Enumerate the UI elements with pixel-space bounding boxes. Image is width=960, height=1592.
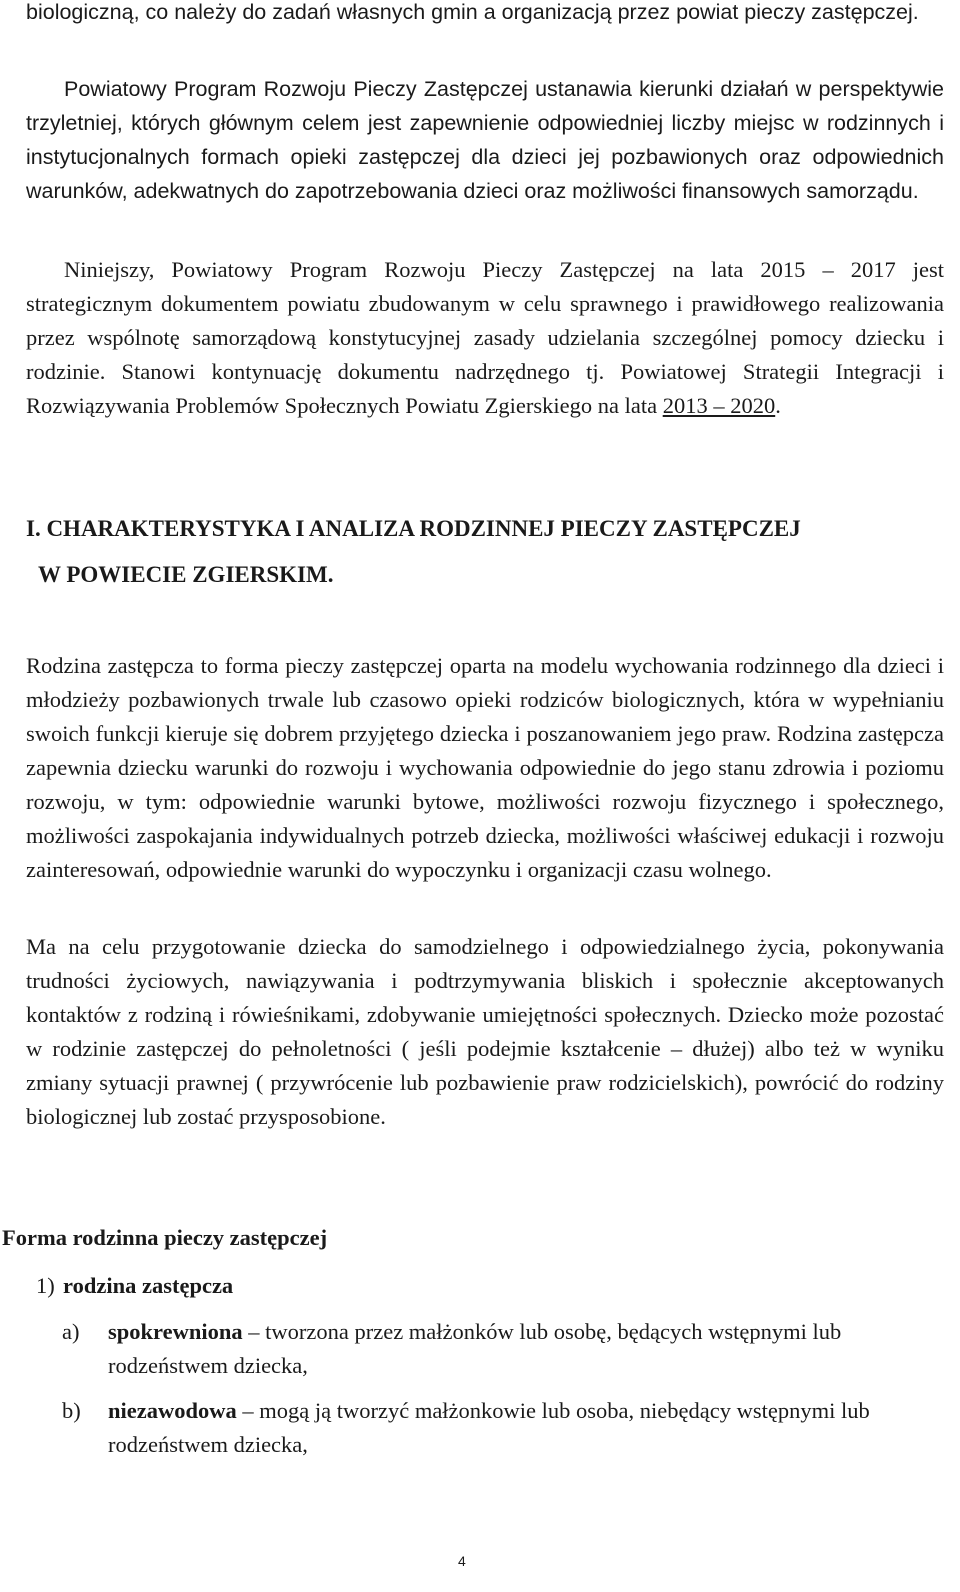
list-item-1-label: rodzina zastępcza bbox=[63, 1273, 234, 1298]
list-item-a bbox=[108, 1315, 944, 1383]
paragraph-program-strategy bbox=[26, 253, 944, 423]
list-item-1-number: 1) bbox=[36, 1273, 55, 1298]
page-number: 4 bbox=[458, 1553, 466, 1569]
list-item-a-text: – tworzona przez małżonków lub osobę, będących wstępnymi lub rodzeństwem dziecka, bbox=[108, 1319, 842, 1378]
list-item-b-term: niezawodowa bbox=[108, 1398, 237, 1423]
forma-heading: Forma rodzinna pieczy zastępczej bbox=[2, 1225, 328, 1250]
section-heading-line2: W POWIECIE ZGIERSKIM. bbox=[38, 562, 334, 587]
list-item-b-letter: b) bbox=[62, 1398, 81, 1423]
paragraph-rodzina-definition: Rodzina zastępcza to forma pieczy zastępczej oparta na modelu wychowania rodzinnego dla dzieci i młodzieży pozbawionych trwale lub czasowo opieki rodziców biologicznych, która w wypełnianiu swoich funkcji kieruje się dobrem przyjętego dziecka i poszanowaniem jego praw. Rodzina zastępcza zapewnia dziecku warunki do rozwoju i wychowania odpowiednie do jego stanu zdrowia i poziomu rozwoju, w tym: odpowiednie warunki bytowe, możliwości rozwoju fizycznego i społecznego, możliwości zaspokajania indywidualnych potrzeb dziecka, możliwości właściwej edukacji i rozwoju zainteresowań, odpowiednie warunki do wypoczynku i organizacji czasu wolnego. bbox=[26, 653, 944, 882]
paragraph-continuation: biologiczną, co należy do zadań własnych gmin a organizacją przez powiat pieczy zastępczej. bbox=[26, 0, 919, 24]
strategy-end: . bbox=[775, 393, 781, 418]
strategy-years: 2013 – 2020 bbox=[662, 393, 776, 418]
strategy-text: Niniejszy, Powiatowy Program Rozwoju Pieczy Zastępczej na lata 2015 – 2017 jest strategicznym dokumentem powiatu zbudowanym w celu sprawnego i prawidłowego realizowania przez wspólnotę samorządową konstytucyjnej zasady udzielania szczególnej pomocy dziecku i rodzinie. Stanowi kontynuację dokumentu nadrzędnego tj. Powiatowej Strategii Integracji i Rozwiązywania Problemów Społecznych Powiatu Zgierskiego na lata bbox=[26, 257, 944, 418]
list-item-a-term: spokrewniona bbox=[108, 1319, 243, 1344]
list-item-a-letter: a) bbox=[62, 1319, 80, 1344]
paragraph-program-goals: Powiatowy Program Rozwoju Pieczy Zastępczej ustanawia kierunki działań w perspektywie trzyletniej, których głównym celem jest zapewnienie odpowiedniej liczby miejsc w rodzinnych i instytucjonalnych formach opieki zastępczej dla dzieci jej pozbawionych oraz odpowiednich warunków, adekwatnych do zapotrzebowania dzieci oraz możliwości finansowych samorządu. bbox=[26, 77, 944, 203]
section-heading-line1: I. CHARAKTERYSTYKA I ANALIZA RODZINNEJ PIECZY ZASTĘPCZEJ bbox=[26, 516, 801, 541]
list-item-b bbox=[108, 1394, 944, 1462]
paragraph-rodzina-goals: Ma na celu przygotowanie dziecka do samodzielnego i odpowiedzialnego życia, pokonywania trudności życiowych, nawiązywania i podtrzymywania bliskich i społecznie akceptowanych kontaktów z rodziną i rówieśnikami, zdobywanie umiejętności społecznych. Dziecko może pozostać w rodzinie zastępczej do pełnoletności ( jeśli podejmie kształcenie – dłużej) albo też w wyniku zmiany sytuacji prawnej ( przywrócenie lub pozbawienie praw rodzicielskich), powrócić do rodziny biologicznej lub zostać przysposobione. bbox=[26, 934, 944, 1129]
list-item-b-text: – mogą ją tworzyć małżonkowie lub osoba, niebędący wstępnymi lub rodzeństwem dziecka, bbox=[108, 1398, 870, 1457]
